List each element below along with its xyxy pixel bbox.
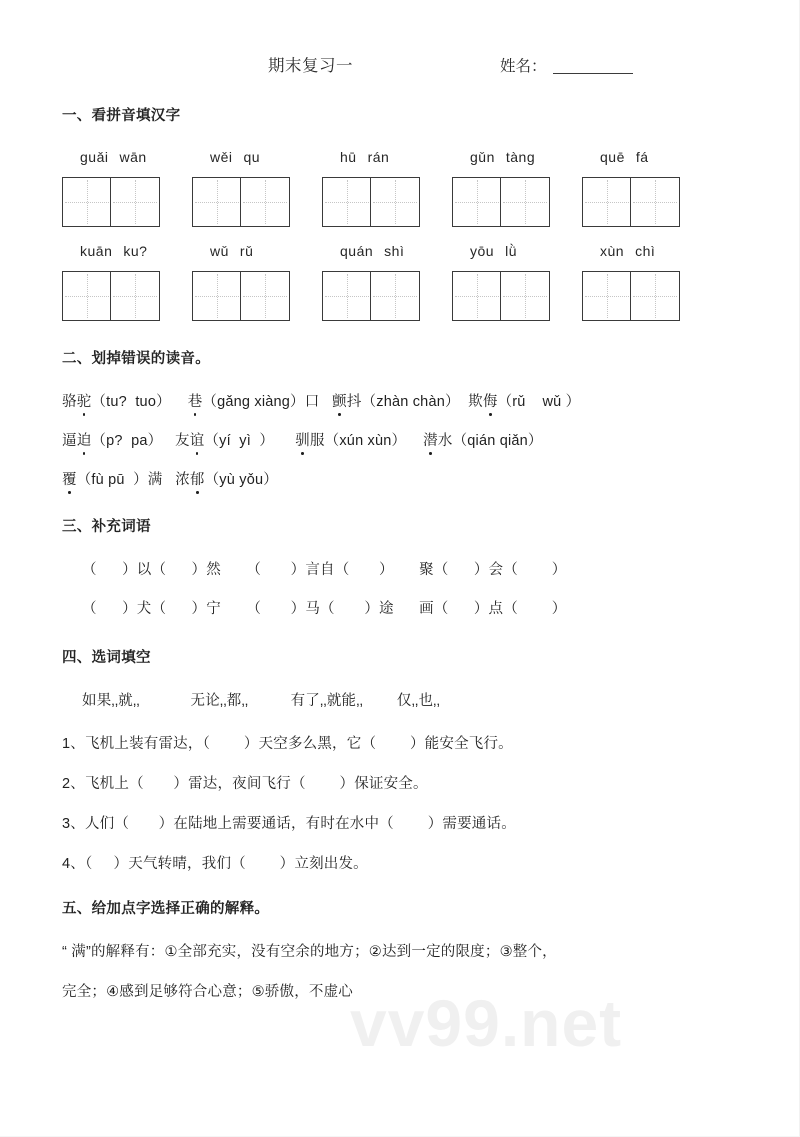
word-suffix[interactable]: 水（qián qiǎn） xyxy=(437,433,543,449)
tianzige-group[interactable] xyxy=(322,177,452,227)
tianzige-box[interactable] xyxy=(500,177,550,227)
tianzige-box[interactable] xyxy=(192,271,242,321)
worksheet-content xyxy=(0,52,799,1001)
pinyin-group xyxy=(452,243,582,259)
page-header xyxy=(0,52,799,96)
tianzige-group[interactable] xyxy=(192,177,322,227)
word-suffix[interactable]: （fù pū ）满 xyxy=(76,472,163,488)
section-heading-5: 五、给加点字选择正确的解释。 xyxy=(62,901,270,917)
pinyin-syllable: kuān xyxy=(80,243,113,259)
tianzige-row-2 xyxy=(62,271,799,321)
pinyin-syllable: quē xyxy=(600,149,625,165)
idiom-line-1[interactable]: （ ）以（ ）然 （ ）言自（ ） 聚（ ）会（ ） xyxy=(82,562,567,578)
tianzige-row-1 xyxy=(62,177,799,227)
pinyin-syllable: lǜ xyxy=(505,243,517,259)
word-suffix[interactable]: （p? pa） xyxy=(91,433,163,449)
pinyin-group xyxy=(62,243,192,259)
dotted-char: 驼 xyxy=(77,390,92,411)
explanation-line-1: “ 满”的解释有：①全部充实，没有空余的地方；②达到一定的限度；③整个， xyxy=(62,944,557,960)
pinyin-group xyxy=(62,149,192,165)
word-prefix: 欺 xyxy=(468,394,483,410)
explanation-line-2: 完全；④感到足够符合心意；⑤骄傲，不虚心 xyxy=(62,984,353,1000)
word-suffix[interactable]: （rǔ wǔ ） xyxy=(497,394,581,410)
word-prefix: 友 xyxy=(175,433,190,449)
word-prefix: 骆 xyxy=(62,394,77,410)
pinyin-group xyxy=(192,243,322,259)
section-heading-4: 四、选词填空 xyxy=(62,650,151,666)
word-suffix[interactable]: 抖（zhàn chàn） xyxy=(346,394,460,410)
pronunciation-line-3 xyxy=(62,468,799,489)
word-suffix[interactable]: （tu? tuo） xyxy=(91,394,171,410)
tianzige-box[interactable] xyxy=(322,177,372,227)
tianzige-box[interactable] xyxy=(62,271,112,321)
pinyin-syllable: rǔ xyxy=(239,243,254,259)
pinyin-syllable: guǎi xyxy=(80,149,109,165)
word-suffix[interactable]: （gǎng xiàng）口 xyxy=(202,394,320,410)
pinyin-syllable: qu xyxy=(243,149,261,165)
pinyin-syllable: shì xyxy=(384,243,405,259)
tianzige-box[interactable] xyxy=(240,271,290,321)
tianzige-box[interactable] xyxy=(582,177,632,227)
pronunciation-line-2 xyxy=(62,429,799,450)
tianzige-box[interactable] xyxy=(630,271,680,321)
dotted-char: 郁 xyxy=(190,468,205,489)
pinyin-syllable: xùn xyxy=(600,243,625,259)
section-heading-2: 二、划掉错误的读音。 xyxy=(62,351,210,367)
tianzige-group[interactable] xyxy=(582,177,712,227)
pinyin-syllable: rán xyxy=(367,149,390,165)
tianzige-box[interactable] xyxy=(452,271,502,321)
word-suffix[interactable]: 服（xún xùn） xyxy=(309,433,407,449)
section-heading-3: 三、补充词语 xyxy=(62,519,151,535)
section-heading-1: 一、看拼音填汉字 xyxy=(62,108,181,124)
tianzige-group[interactable] xyxy=(62,177,192,227)
pinyin-syllable: chì xyxy=(635,243,656,259)
tianzige-box[interactable] xyxy=(110,271,160,321)
pinyin-syllable: quán xyxy=(340,243,374,259)
dotted-char: 颤 xyxy=(332,390,347,411)
tianzige-box[interactable] xyxy=(582,271,632,321)
watermark-text: vv99.net xyxy=(350,986,623,1060)
dotted-char: 潜 xyxy=(423,429,438,450)
dotted-char: 覆 xyxy=(62,468,77,489)
word-prefix: 逼 xyxy=(62,433,77,449)
word-suffix[interactable]: （yù yǒu） xyxy=(204,472,278,488)
tianzige-box[interactable] xyxy=(452,177,502,227)
pinyin-syllable: wān xyxy=(119,149,147,165)
word-suffix[interactable]: （yí yì ） xyxy=(204,433,275,449)
pinyin-syllable: wǔ xyxy=(210,243,229,259)
tianzige-box[interactable] xyxy=(370,271,420,321)
dotted-char: 侮 xyxy=(483,390,498,411)
idiom-line-2[interactable]: （ ）犬（ ）宁 （ ）马（ ）途 画（ ）点（ ） xyxy=(82,601,567,617)
fill-question-4[interactable]: 4、（ ）天气转晴，我们（ ）立刻出发。 xyxy=(62,856,368,872)
fill-question-3[interactable]: 3、人们（ ）在陆地上需要通话，有时在水中（ ）需要通话。 xyxy=(62,816,516,832)
tianzige-box[interactable] xyxy=(62,177,112,227)
pinyin-group xyxy=(582,149,712,165)
pinyin-syllable: gǔn xyxy=(470,149,495,165)
tianzige-group[interactable] xyxy=(452,177,582,227)
tianzige-group[interactable] xyxy=(62,271,192,321)
pinyin-group xyxy=(322,243,452,259)
tianzige-group[interactable] xyxy=(452,271,582,321)
tianzige-box[interactable] xyxy=(110,177,160,227)
page-title: 期末复习一 xyxy=(268,57,353,75)
tianzige-box[interactable] xyxy=(500,271,550,321)
tianzige-group[interactable] xyxy=(582,271,712,321)
dotted-char: 驯 xyxy=(295,429,310,450)
pinyin-group xyxy=(582,243,712,259)
name-label: 姓名： xyxy=(500,58,547,75)
name-blank-line[interactable] xyxy=(553,73,633,74)
pronunciation-line-1 xyxy=(62,390,799,411)
fill-question-1[interactable]: 1、飞机上装有雷达，（ ）天空多么黑，它（ ）能安全飞行。 xyxy=(62,736,513,752)
pinyin-syllable: yōu xyxy=(470,243,495,259)
pinyin-syllable: tàng xyxy=(505,149,536,165)
tianzige-box[interactable] xyxy=(370,177,420,227)
fill-question-2[interactable]: 2、飞机上（ ）雷达，夜间飞行（ ）保证安全。 xyxy=(62,776,428,792)
tianzige-box[interactable] xyxy=(192,177,242,227)
pinyin-syllable: hū xyxy=(340,149,357,165)
pinyin-syllable: fá xyxy=(635,149,649,165)
pinyin-syllable: wěi xyxy=(210,149,233,165)
pinyin-row-2 xyxy=(62,243,799,259)
pinyin-syllable: ku? xyxy=(123,243,148,259)
tianzige-group[interactable] xyxy=(322,271,452,321)
tianzige-box[interactable] xyxy=(630,177,680,227)
pinyin-row-1 xyxy=(62,149,799,165)
pinyin-group xyxy=(192,149,322,165)
tianzige-box[interactable] xyxy=(240,177,290,227)
dotted-char: 迫 xyxy=(77,429,92,450)
pinyin-group xyxy=(322,149,452,165)
dotted-char: 巷 xyxy=(188,390,203,411)
tianzige-box[interactable] xyxy=(322,271,372,321)
dotted-char: 谊 xyxy=(190,429,205,450)
pinyin-group xyxy=(452,149,582,165)
tianzige-group[interactable] xyxy=(192,271,322,321)
word-prefix: 浓 xyxy=(175,472,190,488)
word-bank: 如果‚‚就‚‚ 无论‚‚都‚‚ 有了‚‚就能‚‚ 仅‚‚也‚‚ xyxy=(82,693,440,709)
